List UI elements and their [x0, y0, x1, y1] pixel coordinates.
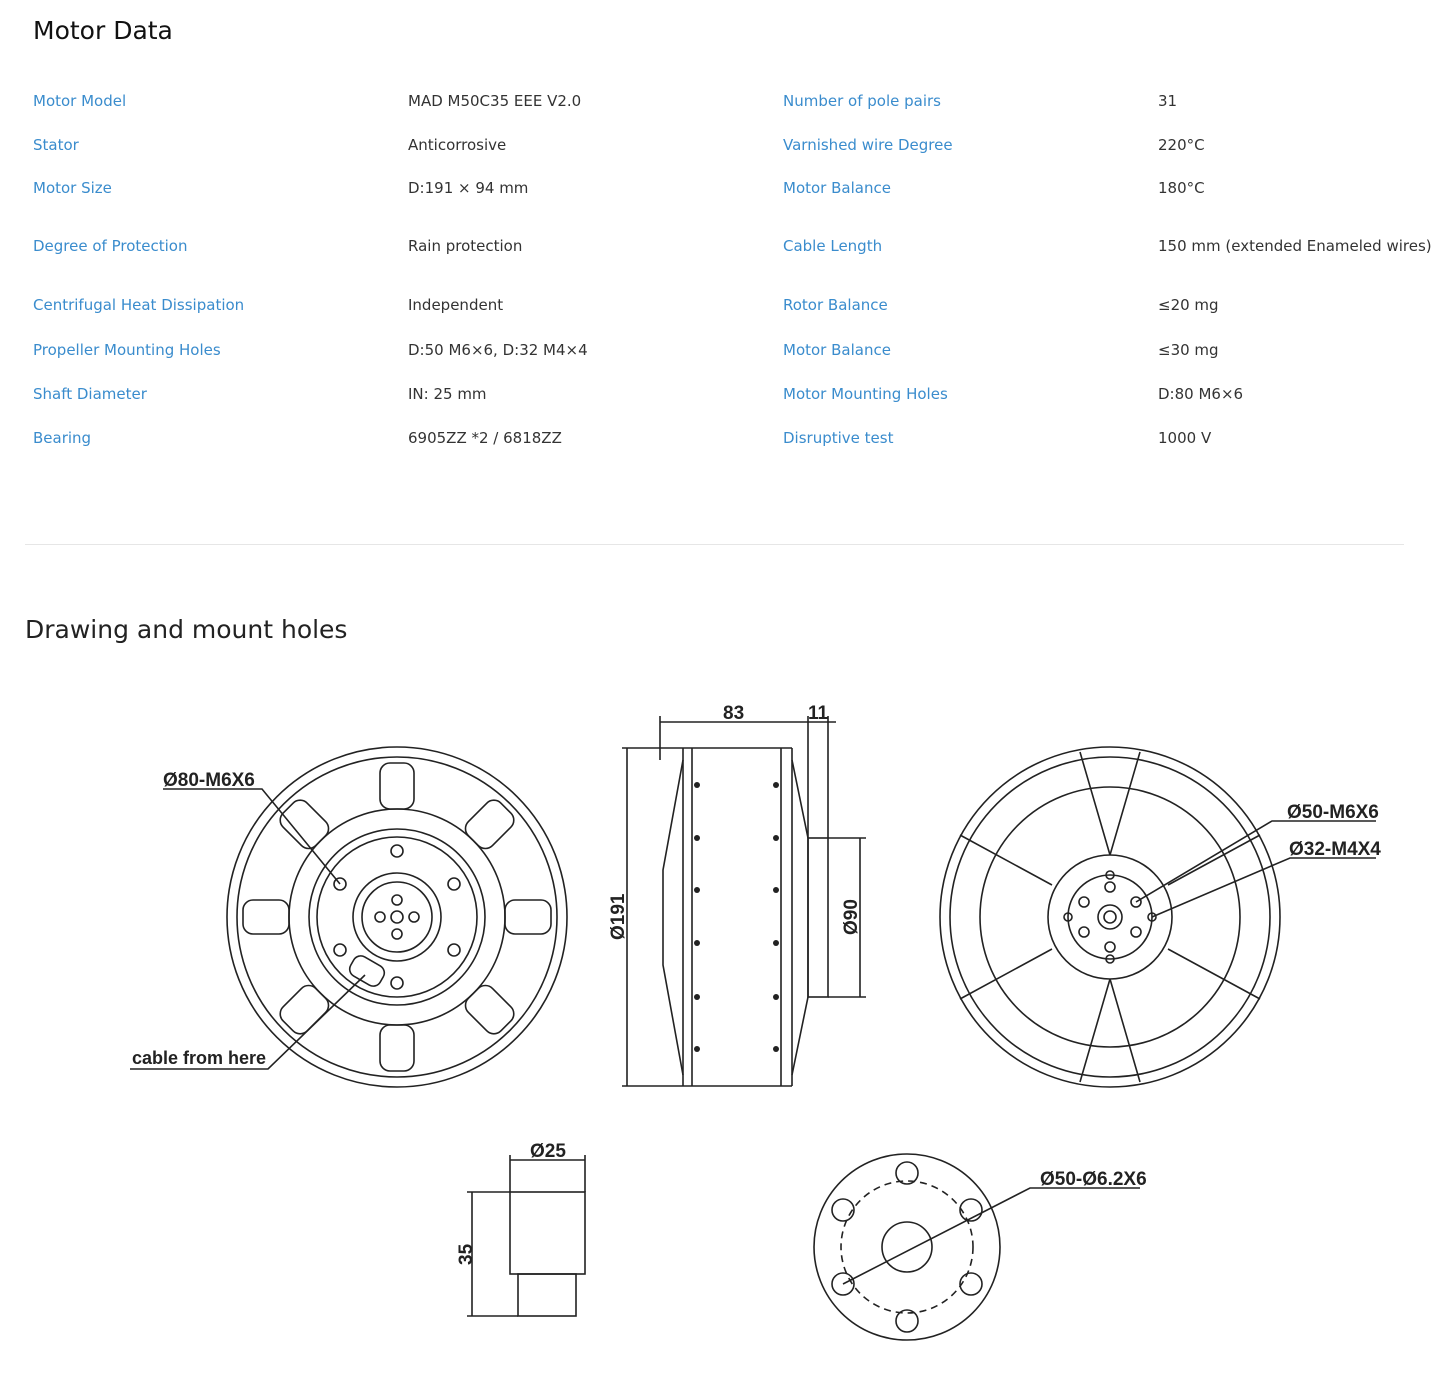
leader-prop-holes-32 — [1152, 858, 1376, 917]
spec-value: D:191 × 94 mm — [408, 179, 529, 197]
flange-center-bore — [882, 1222, 932, 1272]
spec-row — [0, 293, 1439, 317]
shaft-view — [467, 1155, 585, 1316]
rear-prop-holes — [1064, 871, 1156, 963]
spec-label: Disruptive test — [783, 429, 894, 447]
dim-length-label: 83 — [723, 703, 745, 724]
motor-data-title: Motor Data — [33, 16, 173, 45]
rear-bell-profile — [792, 760, 808, 1075]
spec-row — [0, 426, 1439, 450]
hub-ring — [353, 873, 441, 961]
spec-value: 220°C — [1158, 136, 1205, 154]
spec-value: ≤20 mg — [1158, 296, 1219, 314]
spec-label: Shaft Diameter — [33, 385, 147, 403]
leader-mount-holes — [163, 789, 340, 884]
spec-label: Propeller Mounting Holes — [33, 341, 221, 359]
dim-hub-label: 11 — [808, 703, 829, 724]
spec-label: Cable Length — [783, 237, 883, 255]
spec-label: Rotor Balance — [783, 296, 888, 314]
spoke-ring — [289, 809, 505, 1025]
spec-row — [0, 382, 1439, 406]
hub-face — [362, 882, 432, 952]
spec-value: IN: 25 mm — [408, 385, 487, 403]
spec-label: Degree of Protection — [33, 237, 188, 255]
prop-holes — [375, 895, 419, 939]
rear-outer-rim-inner — [950, 757, 1270, 1077]
drawing-title: Drawing and mount holes — [25, 615, 348, 644]
spec-value: Independent — [408, 296, 504, 314]
flange-bolt-circle — [841, 1181, 973, 1313]
spec-label: Motor Model — [33, 92, 127, 110]
bell-ring-inner — [317, 837, 477, 997]
spec-value: D:80 M6×6 — [1158, 385, 1244, 403]
dim-diameter-label: Ø191 — [608, 893, 629, 940]
rim-windows — [243, 763, 551, 1071]
spec-value: Anticorrosive — [408, 136, 507, 154]
rear-outer-rim — [940, 747, 1280, 1087]
front-bell-profile — [663, 760, 683, 1075]
shaft-body — [510, 1192, 585, 1274]
spec-row — [0, 338, 1439, 362]
spec-value: 150 mm (extended Enameled wires) — [1158, 237, 1432, 255]
side-bolts — [694, 782, 779, 1052]
motor-side-view — [622, 716, 866, 1086]
leader-flange-holes — [843, 1188, 1140, 1284]
shaft-center — [391, 911, 403, 923]
mount-holes-label: Ø80-M6X6 — [163, 770, 255, 791]
flange-holes-label: Ø50-Ø6.2X6 — [1040, 1169, 1147, 1190]
flange-outer — [814, 1154, 1000, 1340]
rear-shaft — [1098, 905, 1122, 929]
shaft-length-label: 35 — [456, 1243, 477, 1265]
spec-label: Motor Size — [33, 179, 112, 197]
spec-label: Motor Mounting Holes — [783, 385, 948, 403]
spec-value: 31 — [1158, 92, 1178, 110]
bell-ring — [309, 829, 485, 1005]
spec-row — [0, 133, 1439, 157]
leader-prop-holes-50 — [1136, 821, 1376, 902]
prop-holes-50-label: Ø50-M6X6 — [1287, 802, 1379, 823]
motor-technical-drawing — [0, 690, 1439, 1370]
rear-spokes — [960, 752, 1260, 1082]
motor-rear-view — [940, 747, 1376, 1087]
spec-value: D:50 M6×6, D:32 M4×4 — [408, 341, 588, 359]
outer-rim — [227, 747, 567, 1087]
spec-value: MAD M50C35 EEE V2.0 — [408, 92, 582, 110]
shaft-diameter-label: Ø25 — [530, 1141, 566, 1162]
prop-holes-32-label: Ø32-M4X4 — [1289, 839, 1381, 860]
section-divider — [25, 544, 1404, 545]
rear-spoke-ring — [980, 787, 1240, 1047]
spec-label: Number of pole pairs — [783, 92, 941, 110]
spec-value: ≤30 mg — [1158, 341, 1219, 359]
rear-hub-face — [1068, 875, 1152, 959]
motor-front-view — [130, 747, 567, 1087]
spec-label: Centrifugal Heat Dissipation — [33, 296, 245, 314]
shaft-end — [518, 1274, 576, 1316]
cable-label: cable from here — [132, 1048, 267, 1068]
spec-value: 180°C — [1158, 179, 1205, 197]
outer-rim-inner — [237, 757, 557, 1077]
spec-value: 6905ZZ *2 / 6818ZZ — [408, 429, 562, 447]
flange-holes — [832, 1162, 982, 1332]
spec-value: 1000 V — [1158, 429, 1212, 447]
spec-row — [0, 89, 1439, 113]
spec-value: Rain protection — [408, 237, 523, 255]
spec-row — [0, 234, 1439, 258]
dim-hub-diameter-label: Ø90 — [841, 899, 862, 935]
spec-label: Stator — [33, 136, 79, 154]
hub-flange — [808, 838, 828, 997]
spec-label: Motor Balance — [783, 341, 891, 359]
spec-row — [0, 176, 1439, 200]
spec-label: Bearing — [33, 429, 92, 447]
spec-label: Varnished wire Degree — [783, 136, 953, 154]
spec-label: Motor Balance — [783, 179, 891, 197]
